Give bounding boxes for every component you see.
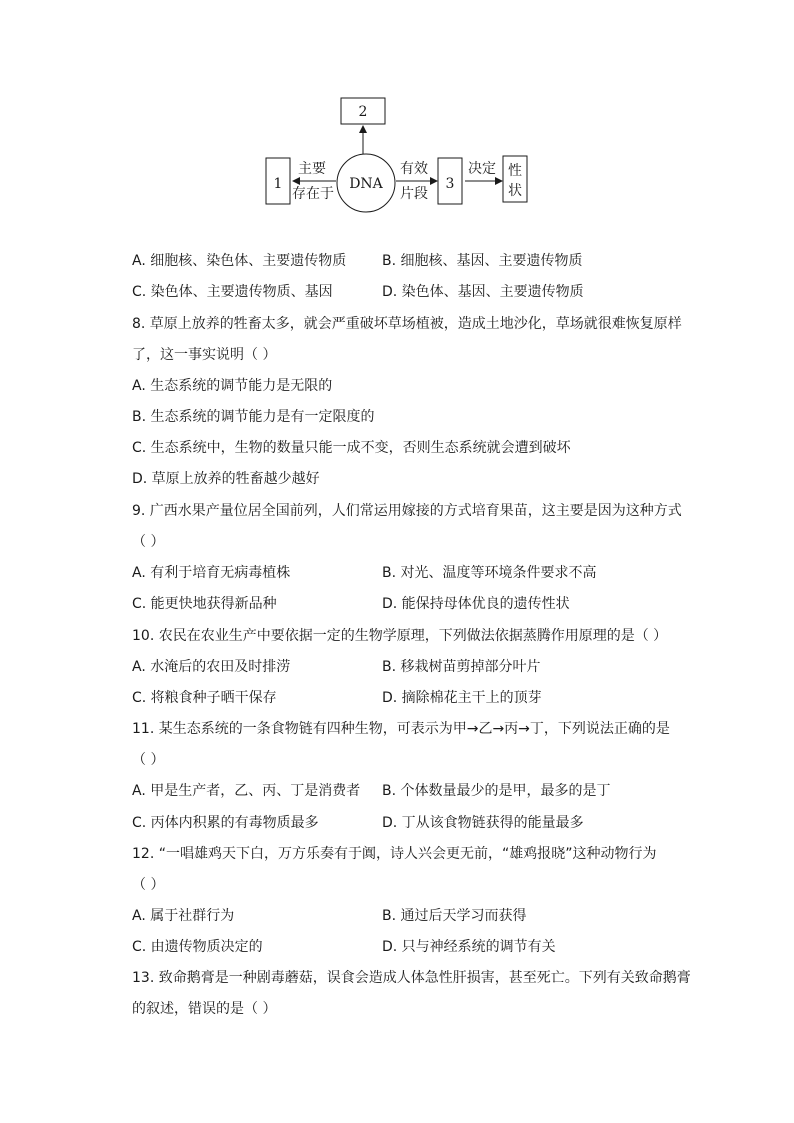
q10-option-b: B. 移栽树苗剪掉部分叶片 [382, 659, 541, 675]
label-exists-in: 存在于 [292, 186, 334, 202]
q8-option-c: C. 生态系统中，生物的数量只能一成不变，否则生态系统就会遭到破坏 [132, 440, 571, 456]
trait-label-1: 性 [508, 163, 522, 179]
q9-option-d: D. 能保持母体优良的遗传性状 [382, 596, 570, 612]
q10-option-d: D. 摘除棉花主干上的顶芽 [382, 690, 542, 706]
q10-option-a: A. 水淹后的农田及时排涝 [132, 659, 291, 675]
q8-option-a: A. 生态系统的调节能力是无限的 [132, 378, 333, 394]
q11-option-d: D. 丁从该食物链获得的能量最多 [382, 815, 584, 831]
q11-option-c: C. 丙体内积累的有毒物质最多 [132, 815, 319, 831]
q13-stem-line-1: 13. 致命鹅膏是一种剧毒蘑菇，误食会造成人体急性肝损害，甚至死亡。下列有关致命鹅膏 [132, 970, 691, 986]
q8-option-d: D. 草原上放养的牲畜越少越好 [132, 471, 320, 487]
q12-option-d: D. 只与神经系统的调节有关 [382, 939, 556, 955]
trait-label-2: 状 [508, 183, 522, 199]
q9-stem-line-1: 9. 广西水果产量位居全国前列，人们常运用嫁接的方式培育果苗，这主要是因为这种方式 [132, 503, 682, 519]
q7-option-b: B. 细胞核、基因、主要遗传物质 [382, 253, 583, 269]
q7-option-c: C. 染色体、主要遗传物质、基因 [132, 284, 333, 300]
q7-option-d: D. 染色体、基因、主要遗传物质 [382, 284, 584, 300]
q11-option-b: B. 个体数量最少的是甲，最多的是丁 [382, 783, 611, 799]
q12-stem-line-1: 12. “一唱雄鸡天下白，万方乐奏有于阗，诗人兴会更无前，“雄鸡报晓”这种动物行为 [132, 846, 657, 862]
dna-concept-diagram [0, 0, 794, 230]
diagram-box-1-label: 1 [273, 176, 283, 192]
q9-option-b: B. 对光、温度等环境条件要求不高 [382, 565, 597, 581]
q8-option-b: B. 生态系统的调节能力是有一定限度的 [132, 409, 375, 425]
q10-stem-line-1: 10. 农民在农业生产中要依据一定的生物学原理，下列做法依据蒸腾作用原理的是（ ） [132, 628, 668, 644]
q12-option-a: A. 属于社群行为 [132, 908, 235, 924]
q11-stem-line-2: （ ） [132, 752, 165, 768]
q11-option-a: A. 甲是生产者，乙、丙、丁是消费者 [132, 783, 361, 799]
label-mainly: 主要 [298, 161, 326, 177]
label-segment: 片段 [400, 186, 428, 202]
q13-stem-line-2: 的叙述，错误的是（ ） [132, 1001, 277, 1017]
q12-option-c: C. 由遗传物质决定的 [132, 939, 263, 955]
q11-stem-line-1: 11. 某生态系统的一条食物链有四种生物，可表示为甲→乙→丙→丁，下列说法正确的是 [132, 721, 670, 737]
label-effective: 有效 [400, 161, 428, 177]
q8-stem-line-1: 8. 草原上放养的牲畜太多，就会严重破坏草场植被，造成土地沙化，草场就很难恢复原样 [132, 316, 682, 332]
q12-stem-line-2: （ ） [132, 877, 165, 893]
q7-option-a: A. 细胞核、染色体、主要遗传物质 [132, 253, 347, 269]
q9-stem-line-2: （ ） [132, 534, 165, 550]
label-determines: 决定 [468, 161, 496, 177]
q9-option-a: A. 有利于培育无病毒植株 [132, 565, 291, 581]
q10-option-c: C. 将粮食种子晒干保存 [132, 690, 277, 706]
diagram-box-3-label: 3 [445, 176, 455, 192]
dna-label: DNA [349, 176, 383, 192]
q12-option-b: B. 通过后天学习而获得 [382, 908, 527, 924]
q8-stem-line-2: 了，这一事实说明（ ） [132, 347, 277, 363]
diagram-box-2-label: 2 [358, 104, 368, 120]
q9-option-c: C. 能更快地获得新品种 [132, 596, 277, 612]
